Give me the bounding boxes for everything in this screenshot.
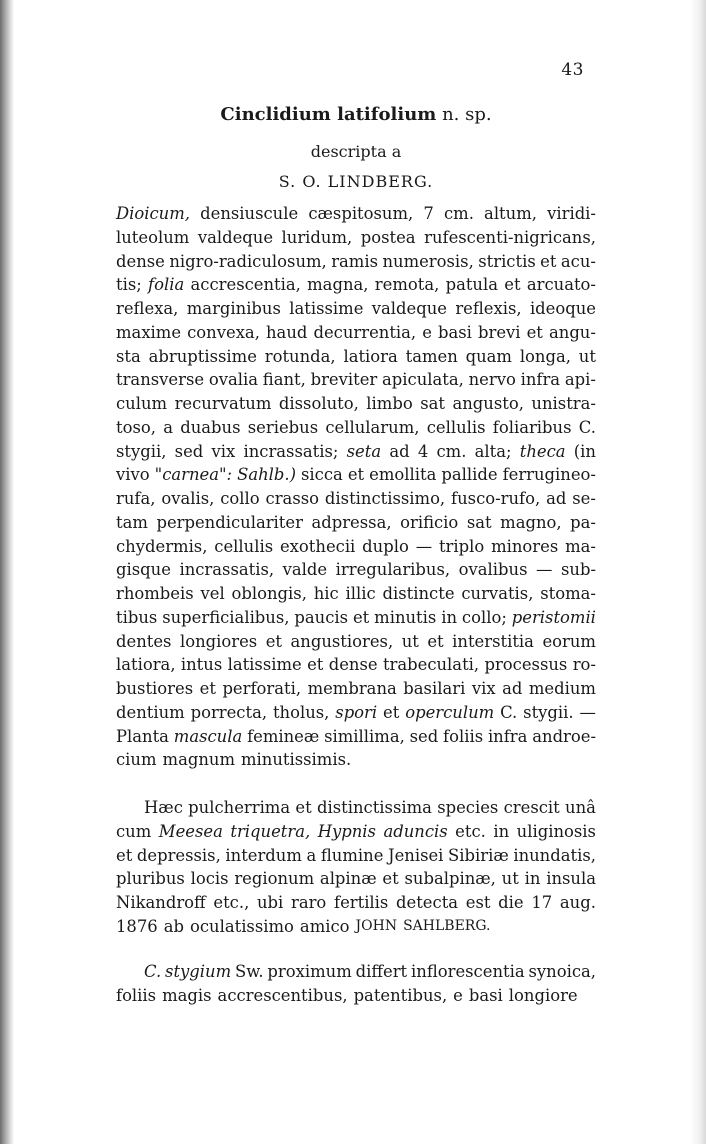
text-word: numerosis, (382, 251, 474, 271)
text-word: limbo (366, 394, 413, 413)
text-word: stoma- (540, 584, 596, 603)
text-word: tholus, (272, 702, 330, 722)
text-line (116, 226, 596, 250)
text-word: ferrugineo- (502, 465, 596, 485)
text-word: remota, (374, 275, 440, 295)
page-number: 43 (561, 60, 584, 80)
text-line (116, 440, 596, 464)
text-word: incrassatis; (243, 441, 339, 461)
text-line (116, 558, 596, 582)
text-word: Dioicum, (116, 204, 190, 223)
text-word: crescit (503, 798, 560, 817)
text-word: et (307, 655, 324, 675)
text-word: eorum (542, 631, 596, 651)
text-word: dense (328, 655, 378, 675)
text-word: magis (162, 985, 212, 1005)
text-word: decurrentia, (313, 322, 417, 342)
text-word: processus (484, 655, 568, 675)
text-word: perpendiculariter (156, 512, 303, 532)
text-word: a (306, 845, 317, 865)
text-word: nervo (468, 370, 516, 390)
text-word: tis; (116, 275, 142, 295)
text-word: et (295, 798, 312, 817)
text-word: transverse (116, 370, 205, 390)
text-line (116, 535, 596, 559)
text-word: simillima, (324, 726, 405, 746)
text-word: regionum (234, 869, 315, 889)
text-word: flumine (320, 845, 384, 865)
text-word: altum, (484, 204, 537, 223)
text-word: adpressa, (311, 512, 392, 532)
text-word: magno, (500, 512, 562, 532)
text-word: cm. (443, 204, 474, 223)
text-line (116, 630, 596, 654)
text-word: e (453, 985, 463, 1005)
text-word: latissime (227, 655, 302, 675)
text-word: C. (144, 962, 162, 981)
text-word: aug. (559, 893, 596, 912)
text-word: minutis (374, 607, 437, 627)
text-word: locis (190, 869, 229, 889)
text-word: collo; (461, 607, 507, 627)
text-word: sub- (560, 560, 596, 580)
text-line (116, 820, 596, 844)
text-word: dissoluto, (278, 394, 359, 413)
text-word: breviter (310, 370, 378, 390)
text-word: ovalibus (458, 560, 528, 580)
text-word: brevi (478, 322, 521, 342)
text-word: stygii, (116, 441, 167, 461)
text-word: 1876 (116, 916, 158, 936)
text-word: et (352, 607, 370, 627)
text-word: foliis (443, 726, 484, 746)
text-line (116, 392, 596, 416)
text-word: valdeque (197, 227, 274, 247)
text-word: vivo (116, 465, 150, 485)
text-word: SAHLBERG. (403, 917, 491, 934)
text-word: latiora (343, 346, 398, 366)
text-word: sat (466, 512, 492, 532)
text-word: spori (335, 702, 378, 722)
text-word: crasso (265, 489, 320, 508)
text-word: rotunda, (264, 346, 336, 366)
text-word: valde (282, 560, 328, 580)
text-word: Planta (116, 726, 169, 746)
text-word: curvatis, (461, 584, 534, 603)
text-word: insula (546, 869, 596, 889)
text-line (116, 701, 596, 725)
text-word: duabus (180, 417, 241, 437)
text-word: rhombeis (116, 584, 194, 603)
text-word: vix (211, 441, 236, 461)
text-word: latiora, (116, 655, 176, 675)
text-word: alpinæ (319, 869, 377, 889)
text-word: dense (116, 251, 165, 271)
text-word: illic (345, 584, 376, 603)
text-word: sed (409, 726, 439, 746)
text-word: magna, (307, 275, 369, 295)
text-line (116, 345, 596, 369)
text-line (116, 202, 596, 226)
text-word: luridum, (281, 227, 353, 247)
text-line (116, 273, 596, 297)
text-word: seriebus (247, 417, 319, 437)
text-line (116, 463, 596, 487)
text-word: ut (401, 631, 419, 651)
text-word: medium (528, 679, 596, 698)
text-word: et (540, 251, 557, 271)
text-word: etc., (213, 893, 250, 912)
text-word: est (465, 893, 491, 912)
text-word: in (441, 607, 458, 627)
text-word: a (163, 417, 173, 437)
paragraph-comparison (116, 960, 596, 1008)
text-word: (in (573, 441, 596, 461)
text-line (116, 891, 596, 915)
text-word: cm. (436, 441, 467, 461)
text-word: longa, (519, 346, 571, 366)
text-word: Hypnis (317, 821, 376, 841)
text-word: foliis (116, 985, 157, 1005)
text-word: ramis (331, 251, 379, 271)
text-word: e (422, 322, 432, 342)
text-line (116, 867, 596, 891)
text-word: ad (502, 679, 523, 698)
text-word: recurvatum (174, 394, 272, 413)
text-word: strictis (478, 251, 536, 271)
text-word: interdum (225, 845, 302, 865)
text-word: haud (266, 322, 308, 342)
page-edge-shadow (690, 0, 706, 1144)
text-word: aduncis (383, 821, 448, 841)
text-word: seta (346, 441, 382, 461)
text-word: unâ (565, 798, 596, 817)
text-word: porrecta, (190, 702, 268, 722)
page-gutter-shadow (0, 0, 14, 1144)
text-line (116, 250, 596, 274)
text-word: et (116, 845, 133, 865)
text-word: et (526, 322, 543, 342)
text-word: hic (313, 584, 339, 603)
text-word: mascula (173, 726, 243, 746)
text-word: accrescentibus, (217, 985, 348, 1005)
text-word: irregularibus, (335, 560, 451, 580)
text-word: patula (445, 275, 498, 295)
text-word: apiculata, (382, 370, 464, 390)
text-word: angustiores, (290, 631, 394, 651)
text-word: oblongis, (231, 584, 307, 603)
text-word: oculatissimo (189, 916, 294, 936)
text-word: distinctissima (317, 798, 432, 817)
text-word: ovalia (208, 370, 258, 390)
text-word: minores (491, 536, 559, 556)
text-word: valdeque (371, 299, 447, 318)
species-name: Cinclidium latifolium (220, 104, 437, 125)
text-word: collo (220, 489, 260, 508)
text-word: paucis (294, 607, 349, 627)
text-word: basi (438, 322, 472, 342)
text-word: tibus (116, 607, 158, 627)
text-word: vix (471, 679, 496, 698)
text-word: tamen (405, 346, 458, 366)
text-word: species (437, 798, 499, 817)
text-word: angu- (548, 322, 596, 342)
text-line (116, 915, 596, 939)
text-word: C. (500, 702, 518, 722)
text-line (116, 297, 596, 321)
text-word: et (382, 869, 399, 889)
text-word: in (493, 821, 510, 841)
text-word: cellularum, (325, 417, 420, 437)
text-word: exothecii (279, 536, 356, 556)
text-line (116, 677, 596, 701)
text-line (116, 653, 596, 677)
text-word: densiuscule (200, 204, 299, 223)
text-word: — (579, 702, 596, 722)
text-word: patentibus, (353, 985, 448, 1005)
text-line (116, 321, 596, 345)
text-line (116, 748, 596, 772)
text-word: triplo (438, 536, 485, 556)
text-word: reflexa, (116, 299, 179, 318)
text-word: cæspitosum, (308, 204, 414, 223)
text-word: ab (163, 916, 184, 936)
text-word: Nikandroff (116, 893, 206, 912)
text-word: amico (299, 916, 350, 936)
text-word: die (498, 893, 524, 912)
text-word: basi (468, 985, 503, 1005)
text-word: in (524, 869, 541, 889)
text-word: peristomii (511, 607, 596, 627)
text-word: minutissimis. (241, 750, 352, 770)
text-word: JOHN (355, 917, 398, 934)
text-word: 7 (423, 204, 434, 223)
text-word: femineæ (247, 726, 320, 746)
text-word: inundatis, (513, 845, 596, 865)
text-word: intus (180, 655, 223, 675)
text-word: depressis, (136, 845, 221, 865)
text-word: differt (355, 962, 408, 981)
text-word: vel (200, 584, 225, 603)
text-word: theca (519, 441, 566, 461)
text-word: incrassatis, (179, 560, 275, 580)
text-word: uliginosis (516, 821, 596, 841)
paragraph-habitat (116, 796, 596, 939)
text-word: angusto, (452, 394, 524, 413)
text-line (116, 487, 596, 511)
text-word: Sibiriæ (448, 845, 509, 865)
text-word: ubi (256, 893, 284, 912)
author-name: S. O. LINDBERG. (278, 172, 434, 191)
text-word: et (383, 702, 400, 722)
text-word: longiore (508, 985, 578, 1005)
text-word: C. (578, 417, 596, 437)
text-word: luteolum (116, 227, 190, 247)
text-line (116, 844, 596, 868)
text-word: unistra- (531, 394, 596, 413)
text-word: subalpinæ, (404, 869, 496, 889)
text-word: et (504, 275, 521, 295)
text-word: pa- (570, 512, 596, 532)
text-word: infra (487, 726, 528, 746)
text-word: bustiores (116, 679, 194, 698)
text-word: accrescentia, (190, 275, 301, 295)
text-word: quam (465, 346, 512, 366)
text-word: reflexis, (455, 299, 522, 318)
description-credit: descripta a (310, 142, 402, 161)
text-word: arcuato- (526, 275, 596, 295)
text-word: cum (116, 821, 152, 841)
text-word: sicca (301, 465, 343, 485)
text-word: cium (116, 750, 157, 770)
text-word: distinctissimo, (324, 489, 446, 508)
text-word: et (265, 631, 282, 651)
text-word: sed (174, 441, 204, 461)
paragraph-description (116, 202, 596, 772)
text-word: basilari (403, 679, 466, 698)
text-word: perforati, (222, 679, 302, 698)
text-word: convexa, (187, 322, 260, 342)
text-word: — (415, 536, 433, 556)
text-word: operculum (405, 702, 495, 722)
text-word: culum (116, 394, 168, 413)
text-word: rufa, (116, 489, 156, 508)
text-word: ro- (572, 655, 596, 675)
text-word: ovalis, (161, 489, 215, 508)
text-word: fertilis (334, 893, 389, 912)
text-word: pallide (441, 465, 498, 485)
text-word: dentium (116, 702, 185, 722)
text-word: ideoque (529, 299, 596, 318)
text-word: marginibus (186, 299, 281, 318)
text-word: dentes (116, 631, 172, 651)
text-word: maxime (116, 322, 182, 342)
text-word: toso, (116, 417, 156, 437)
text-word: cellulis (214, 536, 274, 556)
text-line (116, 368, 596, 392)
text-word: ad (546, 489, 567, 508)
text-word: ut (501, 869, 519, 889)
text-word: chydermis, (116, 536, 208, 556)
text-word: pluribus (116, 869, 185, 889)
text-word: cellulis (426, 417, 486, 437)
text-word: synoica, (528, 962, 596, 981)
text-word: nigro-radiculosum, (169, 251, 327, 271)
text-word: ad (389, 441, 410, 461)
text-word: inflorescentia (411, 962, 525, 981)
text-word: triquetra, (230, 821, 311, 841)
text-line (116, 606, 596, 630)
text-word: 4 (417, 441, 429, 461)
text-word: stygium (165, 962, 232, 981)
text-word: Sw. (235, 962, 264, 981)
text-line (116, 796, 596, 820)
species-title (116, 104, 596, 125)
text-word: pulcherrima (188, 798, 291, 817)
text-word: androe- (532, 726, 596, 746)
text-word: trabeculati, (382, 655, 480, 675)
text-word: gisque (116, 560, 171, 580)
text-word: ma- (565, 536, 596, 556)
text-word: fusco-rufo, (451, 489, 541, 508)
text-word: stygii. (523, 702, 574, 722)
text-word: abruptissime (148, 346, 257, 366)
text-word: et (199, 679, 216, 698)
text-word: foliaribus (492, 417, 572, 437)
text-word: se- (572, 489, 596, 508)
text-word: infra (520, 370, 561, 390)
text-word: superficialibus, (162, 607, 290, 627)
text-word: fiant, (262, 370, 306, 390)
text-word: sta (116, 346, 141, 366)
text-line (116, 582, 596, 606)
text-word: membrana (307, 679, 397, 698)
text-word: sat (420, 394, 445, 413)
species-status: n. sp. (442, 104, 492, 125)
text-word: Hæc (144, 798, 183, 817)
text-word: Jenisei (388, 845, 444, 865)
text-word: emollita (369, 465, 437, 485)
text-word: longiores (179, 631, 258, 651)
text-word: detecta (396, 893, 459, 912)
text-word: 17 (531, 893, 553, 912)
text-word: et (347, 465, 365, 485)
text-word: acu- (560, 251, 596, 271)
text-word: ut (578, 346, 596, 366)
text-line (116, 725, 596, 749)
text-word: postea (360, 227, 416, 247)
text-word: raro (290, 893, 327, 912)
text-word: Meesea (158, 821, 223, 841)
text-word: tam (116, 512, 148, 532)
text-word: interstitia (452, 631, 534, 651)
text-line (116, 416, 596, 440)
text-word: distincte (382, 584, 455, 603)
text-word: — (536, 560, 553, 580)
text-word: proximum (267, 962, 352, 981)
text-word: duplo (362, 536, 409, 556)
text-word: rufescenti-nigricans, (424, 227, 596, 247)
text-word: orificio (400, 512, 459, 532)
text-word: viridi- (547, 204, 596, 223)
text-word: latissime (289, 299, 364, 318)
text-line (116, 960, 596, 984)
text-word: "carnea": (154, 465, 233, 485)
text-line (116, 511, 596, 535)
text-word: magnum (162, 750, 235, 770)
text-word: api- (564, 370, 596, 390)
text-word: folia (148, 275, 185, 295)
text-word: alta; (474, 441, 512, 461)
text-word: Sahlb.) (237, 465, 296, 485)
text-line (116, 984, 596, 1008)
text-word: etc. (455, 821, 486, 841)
text-word: et (427, 631, 444, 651)
